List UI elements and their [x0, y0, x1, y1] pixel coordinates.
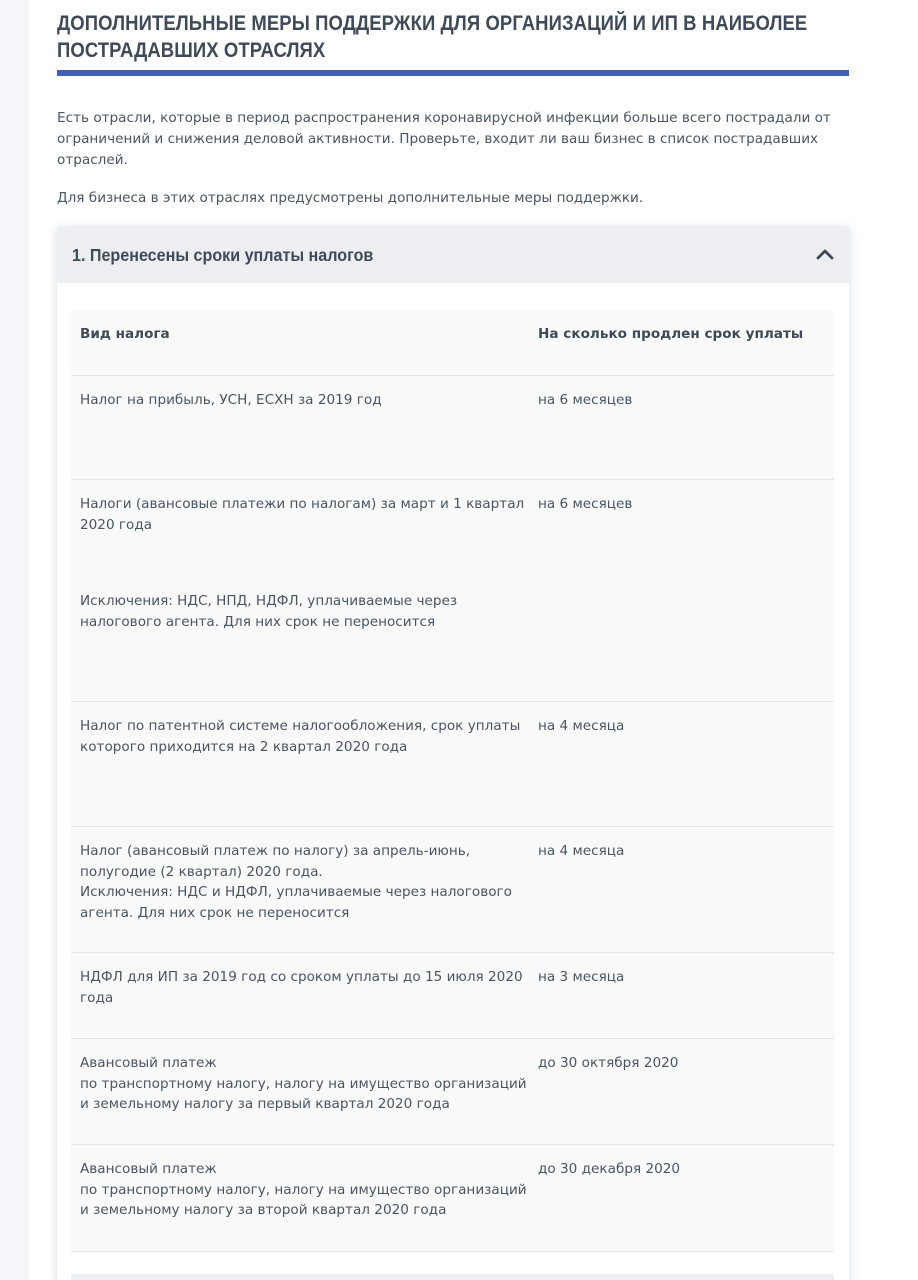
chevron-up-icon[interactable]: [815, 246, 835, 262]
tax-text: Налог (авансовый платеж по налогу) за апрель-июнь, полугодие (2 квартал) 2020 года.: [80, 843, 471, 880]
extension-cell: до 30 декабря 2020: [538, 1161, 681, 1177]
tax-cell: [71, 480, 529, 701]
extension-cell: на 4 месяца: [538, 718, 625, 734]
tax-text-detail: по транспортному налогу, налогу на имущество организаций и земельному налогу за второй квартал 2020 года: [80, 1181, 527, 1218]
page-background: [29, 0, 918, 1280]
tax-text: Налог на прибыль, УСН, ЕСХН за 2019 год: [80, 392, 382, 408]
extension-cell: на 4 месяца: [538, 843, 625, 859]
accordion-title: 1. Перенесены сроки уплаты налогов: [72, 245, 374, 265]
tax-cell: [71, 376, 529, 479]
table-header-row: [71, 311, 834, 376]
extension-cell: на 6 месяцев: [538, 496, 633, 512]
main-content: [57, 0, 849, 1280]
intro-paragraph: Есть отрасли, которые в период распространения коронавирусной инфекции больше всего пострадали от ограничений и снижения деловой активности. Проверьте, входит ли ваш бизнес в список пострадавших отраслей.: [57, 110, 831, 168]
extension-cell: до 30 октября 2020: [538, 1055, 679, 1071]
next-accordion-header[interactable]: [71, 1274, 834, 1280]
table-row: [71, 376, 834, 480]
tax-text: НДФЛ для ИП за 2019 год со сроком уплаты до 15 июля 2020 года: [80, 969, 523, 1006]
tax-text: Налог по патентной системе налогообложения, срок уплаты которого приходится на 2 квартал 2020 года: [80, 718, 521, 755]
page-title: ДОПОЛНИТЕЛЬНЫЕ МЕРЫ ПОДДЕРЖКИ ДЛЯ ОРГАНИЗАЦИЙ И ИП В НАИБОЛЕЕ ПОСТРАДАВШИХ ОТРАСЛЯХ: [57, 12, 808, 62]
intro-paragraph-2: Для бизнеса в этих отраслях предусмотрены дополнительные меры поддержки.: [57, 190, 644, 206]
tax-cell: [71, 1039, 529, 1144]
accordion-tax-deadlines: [57, 226, 849, 1280]
table-row: [71, 1039, 834, 1145]
title-underline: [57, 70, 849, 76]
tax-table: [71, 311, 834, 1252]
tax-text: Налоги (авансовые платежи по налогам) за март и 1 квартал 2020 года: [80, 496, 525, 533]
extension-cell: на 6 месяцев: [538, 392, 633, 408]
tax-exception-text: Исключения: НДС, НПД, НДФЛ, уплачиваемые через налогового агента. Для них срок не переносится: [80, 593, 458, 630]
tax-text: Авансовый платеж: [80, 1055, 217, 1071]
column-header-extension: На сколько продлен срок уплаты: [538, 326, 804, 342]
extension-cell: на 3 месяца: [538, 969, 625, 985]
table-row: [71, 480, 834, 702]
column-header-tax: Вид налога: [80, 326, 170, 342]
accordion-header[interactable]: [57, 226, 849, 283]
tax-exception-text: Исключения: НДС и НДФЛ, уплачиваемые через налогового агента. Для них срок не переносится: [80, 884, 512, 921]
table-row: [71, 953, 834, 1039]
table-row: [71, 827, 834, 953]
table-row: [71, 1145, 834, 1252]
tax-cell: [71, 702, 529, 826]
tax-text: Авансовый платеж: [80, 1161, 217, 1177]
tax-text-detail: по транспортному налогу, налогу на имущество организаций и земельному налогу за первый квартал 2020 года: [80, 1075, 527, 1112]
tax-cell: [71, 1145, 529, 1251]
tax-cell: [71, 953, 529, 1038]
tax-cell: [71, 827, 529, 952]
table-row: [71, 702, 834, 827]
